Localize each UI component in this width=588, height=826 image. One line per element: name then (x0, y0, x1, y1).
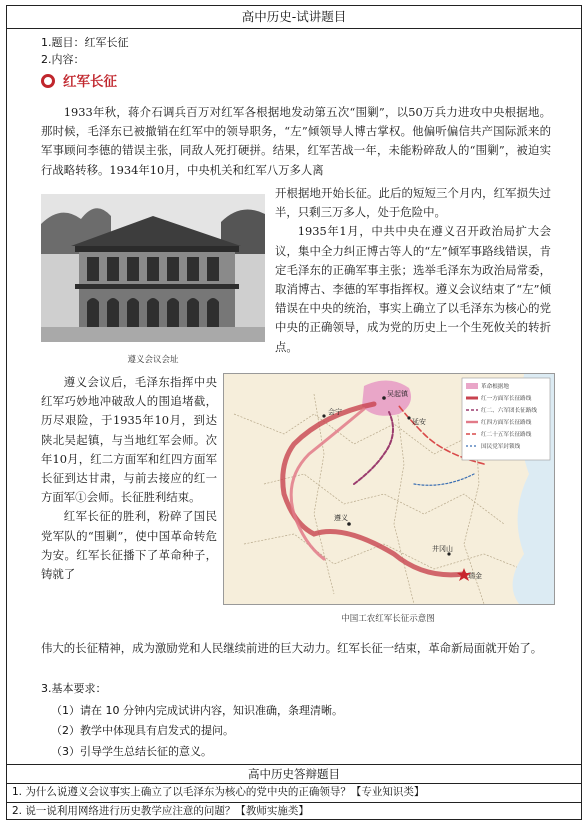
section-title-text: 红军长征 (63, 74, 117, 90)
route-map-graphic (224, 374, 554, 604)
requirement-3: （3）引导学生总结长征的意义。 (51, 745, 212, 758)
requirements-title: 3.基本要求： (41, 682, 107, 695)
paragraph-4-continued: 伟大的长征精神，成为激励党和人民继续前进的巨大动力。红军长征一结束，革命新局面就开始了。 (41, 641, 543, 655)
content-label: 2.内容： (41, 53, 85, 66)
map-label-ruijin: 瑞金 (468, 572, 482, 580)
zunyi-meeting-photo (41, 194, 265, 342)
exam-sheet (6, 5, 582, 820)
requirement-1: （1）请在 10 分钟内完成试讲内容，知识准确，条理清晰。 (51, 704, 343, 717)
photo-caption: 遵义会议会址 (127, 355, 179, 365)
legend-5: 红二十五军长征路线 (481, 432, 532, 438)
requirement-2: （2）教学中体现具有启发式的提问。 (51, 724, 234, 737)
legend-3: 红二、六军团长征路线 (481, 408, 537, 414)
paragraph-1-continued: 开根据地开始长征。此后的短短三个月内，红军损失过半，只剩三万多人，处于危险中。 1935年1月，中共中央在遵义召开政治局扩大会议，集中全力纠正博古等人的“左”倾军事路线错误，肯定毛泽东的正确军事主张；选举毛泽东为政治局常委，取消博古、李德的军事指挥权。遵义会议结束了“左”倾错误在中央的统治，事实上确立了以毛泽东为核心的党中央的正确领导，成为党的历史上一个生死攸关的转折点。 (275, 186, 551, 354)
defense-question-2: 2. 说一说利用网络进行历史教学应注意的问题？【教师实施类】 (12, 805, 309, 817)
map-label-yanan: 延安 (412, 418, 426, 426)
legend-2: 红一方面军长征路线 (481, 396, 532, 402)
map-label-huining: 会宁 (328, 408, 342, 416)
long-march-map (223, 373, 555, 605)
map-label-wuqi: 吴起镇 (387, 390, 408, 398)
legend-4: 红四方面军长征路线 (481, 420, 532, 426)
sheet-title: 高中历史-试讲题目 (7, 6, 581, 29)
defense-question-1: 1. 为什么说遵义会议事实上确立了以毛泽东为核心的党中央的正确领导？【专业知识类】 (12, 786, 425, 798)
map-caption: 中国工农红军长征示意图 (341, 614, 435, 624)
defense-title: 高中历史答辩题目 (7, 764, 581, 784)
legend-6: 国民党军封锁线 (481, 444, 521, 450)
circle-bullet-icon (41, 74, 55, 88)
paragraph-1: 1933年秋，蒋介石调兵百万对红军各根据地发动第五次“围剿”，以50万兵力进攻中央根据地。那时候，毛泽东已被撤销在红军中的领导职务，“左”倾领导人博古掌权。他偏听偏信共产国际派来的军事顾问李德的错误主张，同敌人死打硬拼。结果，红军苦战一年，未能粉碎敌人的“围剿”，被迫实行战略转移。1934年10月，中央机关和红军八万多人离 (41, 105, 551, 177)
topic-line: 1.题目：红军长征 (41, 36, 129, 49)
legend-1: 革命根据地 (481, 384, 509, 390)
building-photo-icon (41, 194, 265, 342)
section-title (41, 70, 117, 90)
paragraph-3: 遵义会议后，毛泽东指挥中央红军巧妙地冲破敌人的围追堵截，历尽艰险，于1935年10月，到达陕北吴起镇，与当地红军会师。次年10月，红二方面军和红四方面军长征到达甘肃，与前去接应的红一方面军①会师。长征胜利结束。 红军长征的胜利，粉碎了国民党军队的“围剿”，使中国革命转危为安。红军长征播下了革命种子，铸就了 (41, 375, 217, 582)
map-label-zunyi: 遵义 (334, 514, 348, 522)
map-label-jinggangshan: 井冈山 (432, 545, 453, 553)
